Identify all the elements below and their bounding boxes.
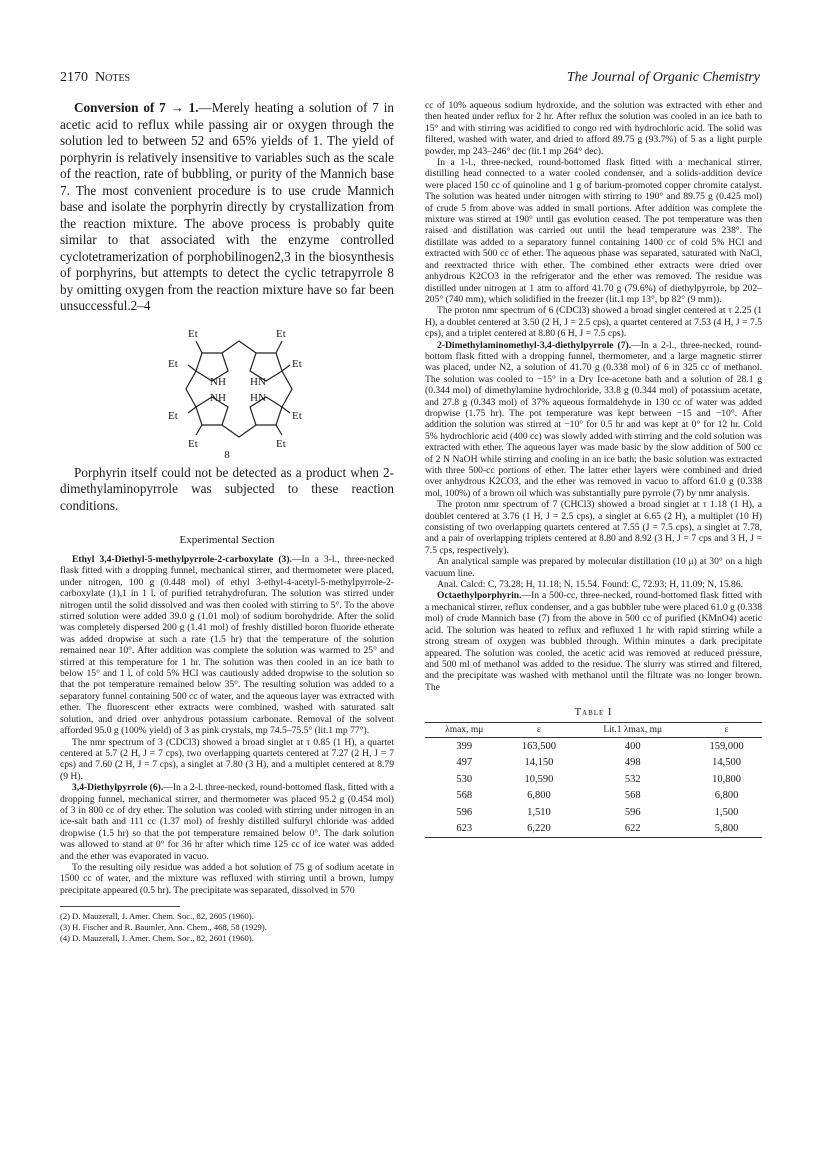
paragraph-nmr-7: The proton nmr spectrum of 7 (CHCl3) showed a broad singlet at τ 1.18 (1 H), a doublet centered at 3.76 (1 H, J = 2.5 cps), a singlet at 6.65 (2 H), a multiplet (10 H) consisting of two overlapping quartets centered at 7.55 (J = 7.5 cps), a singlet at 7.78, and a pair of overlapping triplets centered at 8.80 and 8.92 (3 H, J = 7 cps and 3 H, J = 7.5 cps, respectively). xyxy=(425,499,762,556)
table-cell: 6,220 xyxy=(503,821,574,838)
table-cell: 596 xyxy=(624,806,641,818)
table-cell: 596 xyxy=(456,806,473,818)
table-cell: 10,800 xyxy=(712,773,741,785)
et-label: Et xyxy=(292,357,302,370)
table-cell: 159,000 xyxy=(709,740,744,752)
table-row xyxy=(425,804,762,821)
et-label: Et xyxy=(168,409,178,422)
table-cell: 568 xyxy=(456,790,473,802)
table-cell: 14,500 xyxy=(712,757,741,769)
table-title: Table I xyxy=(574,707,613,719)
table-row xyxy=(425,788,762,805)
paragraph-sample: An analytical sample was prepared by molecular distillation (10 μ) at 30° on a high vacuum line. xyxy=(425,556,762,579)
table-header: Lit.1 λmax, mμ xyxy=(574,723,691,738)
table-header-row xyxy=(425,723,762,738)
paragraph-ethyl-ester: Ethyl 3,4-Diethyl-5-methylpyrrole-2-carboxylate (3).—In a 3-l., three-necked flask fitted with a dropping funnel, mechanical stirrer, and thermometer were placed, under nitrogen, 100 g (0.448 mol) of ethyl 3-ethyl-4-acetyl-5-methylpyrrole-2-carboxylate (1),1 in 1 l. of purified tetrahydrofuran. The solution was stirred under nitrogen until the solid dissolved and was then cooled with stirring to 5°. To the above stirred solution were added 39.0 g (1.01 mol) of sodium borohydride. After the solid was completely dispersed 200 g (1.41 mol) of freshly distilled boron fluoride etherate was added dropwise at such a rate (1.5 hr) that the temperature of the solution remained near 10°. After addition was complete the solution was warmed to 25° and stirred at this temperature for 1 hr. The solution was then cooled in an ice bath to below 15° and 1 l. of cold 5% HCl was cautiously added dropwise to the solution so that the pot temperature remained below 35°. The resulting solution was added to a separatory funnel containing 500 cc of water, and the aqueous layer was extracted with ether. The fluorescent ether extracts were combined, washed with saturated salt solution, and dried over anhydrous potassium carbonate. Removal of the solvent afforded 95.0 g (100% yield) of 3 as pink crystals, mp 74.5–75.5° (lit.1 mp 77°). xyxy=(60,554,394,737)
table-cell: 1,510 xyxy=(527,806,551,818)
table-cell: 532 xyxy=(624,773,641,785)
table-cell: 498 xyxy=(624,757,641,769)
section-title: Experimental Section xyxy=(179,534,275,546)
table-cell: 10,590 xyxy=(524,773,554,785)
et-label: Et xyxy=(276,327,286,340)
table-1 xyxy=(425,722,762,838)
paragraph-nmr-6: The proton nmr spectrum of 6 (CDCl3) showed a broad singlet centered at τ 2.25 (1 H), a doublet centered at 3.50 (2 H, J = 2.5 cps), a quartet centered at 7.53 (4 H, J = 7.5 cps), and a triplet centered at 8.80 (6 H, J = 7.5 cps). xyxy=(425,305,762,340)
paragraph-residue: To the resulting oily residue was added a hot solution of 75 g of sodium acetate in 1500 cc of water, and the mixture was refluxed with stirring until a brown, lumpy precipitate appeared (0.5 hr). The precipitate was separated, dissolved in 570 xyxy=(60,861,394,896)
et-label: Et xyxy=(188,327,198,340)
table-header: ε xyxy=(691,723,762,738)
journal-title: The Journal of Organic Chemistry xyxy=(566,70,760,85)
table-cell: 497 xyxy=(456,757,473,769)
table-cell: 163,500 xyxy=(521,740,556,752)
paragraph-analysis: Anal. Calcd: C, 73.28; H, 11.18; N, 15.54. Found: C, 72.93; H, 11.09; N, 15.86. xyxy=(437,579,744,591)
nh-label: HN xyxy=(250,375,266,388)
table-cell: 623 xyxy=(425,821,503,838)
paragraph-nmr-3: The nmr spectrum of 3 (CDCl3) showed a broad singlet at τ 0.85 (1 H), a quartet centered at 5.7 (2 H, J = 7 cps), two overlapping quartets centered at 7.27 (2 H, J = 7 cps) and 7.60 (2 H, J = 7 cps), a singlet at 7.80 (3 H), and a multiplet centered at 8.79 (9 H). xyxy=(60,736,394,782)
porphyrinogen-structure xyxy=(60,323,394,453)
paragraph-continued: cc of 10% aqueous sodium hydroxide, and the solution was extracted with ether and then heated under reflux for 2 hr. After reflux the solution was cooled in an ice bath to 15° and with stirring was acidified to congo red with hydrochloric acid. The solid was filtered, washed with water, and dried to afford 89.75 g (93.7%) of 5 as a light purple powder, mp 243–246° dec (lit.1 mp 264° dec). xyxy=(425,100,762,157)
right-column xyxy=(425,100,762,838)
paragraph-decarboxylation: In a 1-l., three-necked, round-bottomed flask fitted with a mechanical stirrer, distilling head connected to a water cooled condenser, and a solids-addition device were placed 150 cc of quinoline and 1 g of barium-promoted copper chromite catalyst. The solution was heated under nitrogen with stirring to 190° and 89.75 g (0.425 mol) of crude 5 from above was added in small portions. After addition was complete the mixture was stirred at 190° until gas evolution ceased. The pot temperature was then raised and distillation was carried out until the head temperature was 238°. The distillate was added to a separatory funnel containing 1400 cc of cold 5% HCl and extracted with 500 cc of ether. The aqueous phase was separated, saturated with NaCl, and reextracted thrice with ether. The combined ether extracts were dried over anhydrous K2CO3 in the refrigerator and the ether was removed. The residue was distilled under nitrogen at 1 atm to afford 41.70 g (79.6%) of diethylpyrrole, bp 202–205° (740 mm), which solidified in the freezer (lit.1 mp 13°, bp 82° (9 mm)). xyxy=(425,157,762,305)
paragraph-mannich: 2-Dimethylaminomethyl-3,4-diethylpyrrole (7).—In a 2-l., three-necked, round-bottom flask fitted with a dropping funnel, thermometer, and a large magnetic stirrer was placed, under N2, a solution of 41.70 g (0.338 mol) of 6 in 325 cc of methanol. The solution was cooled to −15° in a Dry Ice-acetone bath and a solution of 28.1 g (0.344 mol) of dimethylamine hydrochloride, 33.8 g (0.344 mol) of potassium acetate, and 27.8 g (0.343 mol) of 37% aqueous formaldehyde in 130 cc of water was added dropwise (1.75 hr). The pot temperature was kept between −15 and −10°. After addition the solution was stirred at −10° for 0.5 hr and was kept at 0° for 12 hr. Cold 5% hydrochloric acid (400 cc) was slowly added with stirring and the cold solution was extracted with ether. The aqueous layer was made basic by the slow addition of 500 cc of 2 N NaOH while stirring and cooling in an ice bath; the basic solution was extracted with three 500-cc portions of ether. The latter ether layers were combined and dried over anhydrous K2CO3, and the ether was removed in vacuo to afford 61.0 g (0.338 mol, 100%) of a brown oil which was substantially pure pyrrole (7) by nmr analysis. xyxy=(425,339,762,499)
table-cell: 399 xyxy=(456,740,473,752)
paragraph-diethylpyrrole: 3,4-Diethylpyrrole (6).—In a 2-l. three-necked, round-bottomed flask, fitted with a dropping funnel, mechanical stirrer, and thermometer was placed 95.2 g (0.454 mol) of 3 in 800 cc of dry ether. The solution was cooled with stirring under nitrogen in an ice-salt bath and 111 cc (1.37 mol) of freshly distilled sulfuryl chloride was added dropwise (1.5 hr) so that the pot temperature remained below 0°. The dark solution was allowed to stand at 0° for 36 hr after which time 125 cc of ice water was added and the ether was evaporated in vacuo. xyxy=(60,782,394,862)
page-header xyxy=(60,70,760,90)
table-row xyxy=(425,771,762,788)
table-header: ε xyxy=(503,723,574,738)
page-number: 2170 Notes xyxy=(60,70,131,85)
table-cell: 530 xyxy=(456,773,473,785)
et-label: Et xyxy=(292,409,302,422)
compound-number: 8 xyxy=(224,448,230,461)
footnote: (3) H. Fischer and R. Baumler, Ann. Chem., 468, 58 (1929). xyxy=(60,922,267,933)
nh-label: NH xyxy=(210,375,226,388)
table-cell: 6,800 xyxy=(527,790,551,802)
table-cell: 14,150 xyxy=(524,757,554,769)
porphyrin-paragraph: Porphyrin itself could not be detected as a product when 2-dimethylaminopyrrole was subjected to these reaction conditions. xyxy=(60,464,394,513)
table-cell: 5,800 xyxy=(691,821,762,838)
paragraph-octaethylporphyrin: Octaethylporphyrin.—In a 500-cc, three-necked, round-bottomed flask fitted with a mechanical stirrer, reflux condenser, and a gas bubbler tube were placed 61.0 g (0.338 mol) of crude Mannich base (7) from the above in 500 cc of purified (KMnO4) acetic acid. The solution was heated to reflux and refluxed 1 hr with rapid stirring while a strong stream of oxygen was bubbled through. Within minutes a dark precipitate appeared. The solution was cooled, the acetic acid was removed at reduced pressure, and 500 ml of methanol was added to the residue. The slurry was stirred and filtered, and the precipitate was washed with methanol until the filtrate was no longer brown. The xyxy=(425,590,763,693)
table-row xyxy=(425,755,762,772)
footnote: (2) D. Mauzerall, J. Amer. Chem. Soc., 82, 2605 (1960). xyxy=(60,911,254,922)
table-row xyxy=(425,821,762,838)
table-cell: 622 xyxy=(574,821,691,838)
nh-label: HN xyxy=(250,391,266,404)
footnote-rule xyxy=(60,906,180,907)
et-label: Et xyxy=(188,437,198,450)
table-row xyxy=(425,738,762,755)
nh-label: NH xyxy=(210,391,226,404)
footnote: (4) D. Mauzerall, J. Amer. Chem. Soc., 82, 2601 (1960). xyxy=(60,933,254,944)
et-label: Et xyxy=(276,437,286,450)
table-cell: 400 xyxy=(624,740,641,752)
table-cell: 6,800 xyxy=(714,790,739,802)
et-label: Et xyxy=(168,357,178,370)
table-header: λmax, mμ xyxy=(425,723,503,738)
intro-paragraph: Conversion of 7 → 1.—Merely heating a solution of 7 in acetic acid to reflux while passing air or oxygen through the solution led to between 52 and 65% yields of 1. The yield of porphyrin is relatively insensitive to variables such as the scale of the reaction, rate of bubbling, or purity of the Mannich base 7. The most convenient procedure is to use crude Mannich base and isolate the porphyrin directly by crystallization from the reaction mixture. The above process is probably quite similar to that associated with the enzyme controlled cyclotetramerization of porphobilinogen2,3 in the biosynthesis of porphyrins, but attempts to detect the cyclic tetrapyrrole 8 by omitting oxygen from the reaction mixture have so far been unsuccessful.2–4 xyxy=(60,100,394,313)
table-cell: 568 xyxy=(624,790,641,802)
left-column xyxy=(60,100,394,944)
table-cell: 1,500 xyxy=(714,806,739,818)
